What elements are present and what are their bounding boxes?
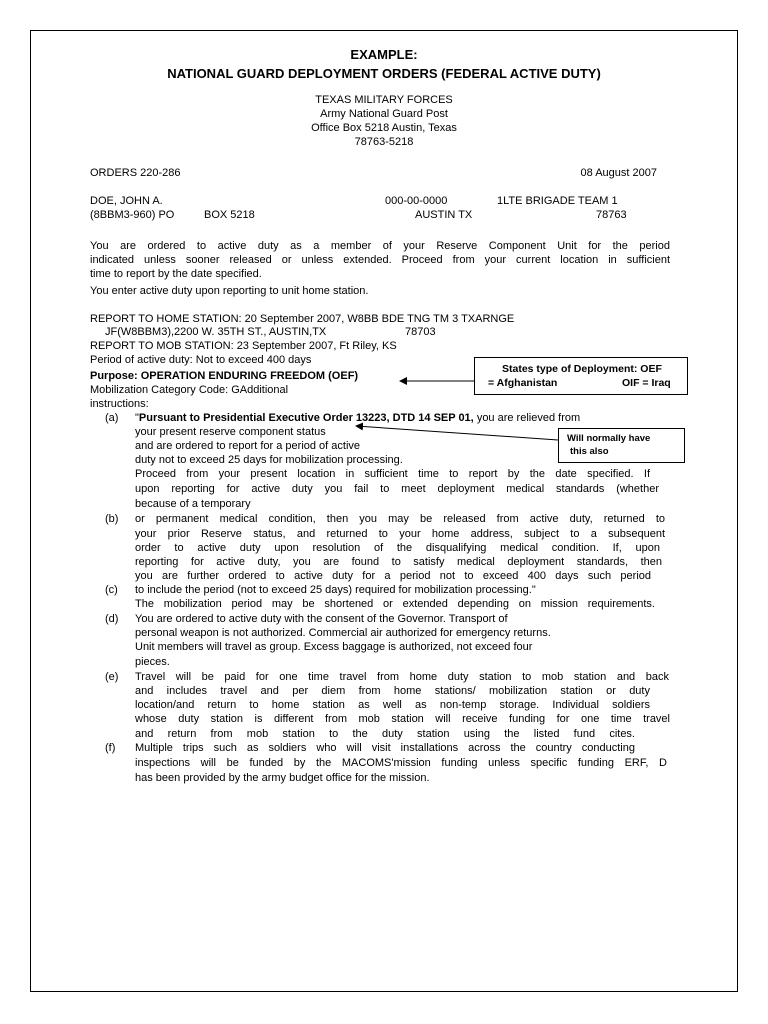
- address-line: Army National Guard Post: [320, 108, 448, 120]
- item-line: Multiple trips such as soldiers who will visit installations across the country conducting: [135, 742, 635, 754]
- item-line: and return from mob station to the duty station using the listed fund cites.: [135, 728, 635, 740]
- item-line: or permanent medical condition, then you may be released from active duty, returned to: [135, 513, 665, 525]
- arrow-to-status: [356, 426, 558, 440]
- item-line: Travel will be paid for one time travel from home duty station to mob station and back: [135, 671, 669, 683]
- item-label: (c): [105, 584, 118, 596]
- purpose: Purpose: OPERATION ENDURING FREEDOM (OEF): [90, 370, 359, 382]
- executive-order-reference: Pursuant to Presidential Executive Order 13223, DTD 14 SEP 01,: [138, 412, 474, 424]
- item-label: (e): [105, 671, 119, 683]
- item-label: (a): [105, 412, 119, 424]
- soldier-ssn: 000-00-0000: [385, 195, 448, 207]
- po-box: BOX 5218: [204, 209, 255, 221]
- address-line: 78763-5218: [354, 136, 414, 148]
- orders-date: 08 August 2007: [580, 167, 657, 179]
- address-line: TEXAS MILITARY FORCES: [315, 94, 453, 106]
- item-line: pieces.: [135, 656, 170, 668]
- item-line: inspections will be funded by the MACOMS'mission funding unless specific funding ERF, D: [135, 757, 667, 769]
- item-line: location/and return to home station as well as non-temp storage. Individual soldiers: [135, 699, 650, 711]
- callout-text: OIF = Iraq: [622, 377, 671, 389]
- soldier-name: DOE, JOHN A.: [90, 195, 163, 207]
- city-state: AUSTIN TX: [415, 209, 473, 221]
- item-line: your present reserve component status: [135, 426, 326, 438]
- callout-text: States type of Deployment: OEF: [502, 363, 662, 375]
- callout-text: Will normally have: [567, 433, 651, 444]
- item-line: upon reporting for active duty you fail to meet deployment medical standards (whether: [135, 483, 659, 495]
- orders-number: ORDERS 220-286: [90, 167, 181, 179]
- item-label: (b): [105, 513, 119, 525]
- instructions-label: instructions:: [90, 398, 149, 410]
- address-line: Office Box 5218 Austin, Texas: [311, 122, 457, 134]
- callout-text: = Afghanistan: [488, 377, 558, 389]
- example-label: EXAMPLE:: [350, 47, 418, 62]
- item-line: personal weapon is not authorized. Commercial air authorized for emergency returns.: [135, 627, 551, 639]
- mobilization-code: Mobilization Category Code: GAdditional: [90, 384, 289, 396]
- intro-line: time to report by the date specified.: [90, 268, 262, 280]
- item-line: The mobilization period may be shortened or extended depending on mission requirements.: [135, 598, 655, 610]
- item-line: and are ordered to report for a period of active: [135, 440, 361, 452]
- callout-text: this also: [570, 446, 609, 457]
- report-home-zip: 78703: [405, 326, 436, 338]
- item-line: whose duty station is different from mob station will receive funding for one time travel: [135, 713, 670, 725]
- item-line: your prior Reserve status, and returned to your home address, subject to a subsequent: [135, 528, 665, 540]
- active-duty-period: Period of active duty: Not to exceed 400 days: [90, 354, 312, 366]
- item-line: and includes travel and per diem from home stations/ mobilization station or duty: [135, 685, 650, 697]
- zip-code: 78763: [596, 209, 627, 221]
- intro-line: indicated unless sooner released or unless extended. Proceed from your current location in sufficient: [90, 254, 670, 266]
- item-line: order to active duty upon resolution of the disqualifying medical condition. If, upon: [135, 542, 660, 554]
- report-mob-station: REPORT TO MOB STATION: 23 September 2007, Ft Riley, KS: [90, 340, 397, 352]
- item-line: because of a temporary: [135, 498, 251, 510]
- report-home-address: JF(W8BBM3),2200 W. 35TH ST., AUSTIN,TX: [105, 326, 327, 338]
- item-line: has been provided by the army budget office for the mission.: [135, 772, 430, 784]
- item-label: (d): [105, 613, 119, 625]
- report-home-station: REPORT TO HOME STATION: 20 September 2007, W8BB BDE TNG TM 3 TXARNGE: [90, 313, 515, 325]
- unit-code: (8BBM3-960) PO: [90, 209, 175, 221]
- item-line: You are ordered to active duty with the consent of the Governor. Transport of: [135, 613, 508, 625]
- item-line: reporting for active duty, you are found to satisfy medical deployment standards, then: [135, 556, 662, 568]
- item-a-first-line: "Pursuant to Presidential Executive Order 13223, DTD 14 SEP 01, you are relieved from: [135, 412, 581, 424]
- item-line: Unit members will travel as group. Excess baggage is authorized, not exceed four: [135, 641, 533, 653]
- item-line: you are further ordered to active duty for a period not to exceed 400 days such period: [135, 570, 651, 582]
- intro-line: You enter active duty upon reporting to unit home station.: [90, 285, 369, 297]
- soldier-unit: 1LTE BRIGADE TEAM 1: [497, 195, 618, 207]
- document-title: NATIONAL GUARD DEPLOYMENT ORDERS (FEDERAL ACTIVE DUTY): [167, 66, 601, 81]
- item-line: duty not to exceed 25 days for mobilization processing.: [135, 454, 403, 466]
- intro-line: You are ordered to active duty as a member of your Reserve Component Unit for the period: [90, 240, 670, 252]
- item-line: to include the period (not to exceed 25 days) required for mobilization processing.": [135, 584, 536, 596]
- item-label: (f): [105, 742, 116, 754]
- item-line: Proceed from your present location in sufficient time to report by the date specified. If: [135, 468, 650, 480]
